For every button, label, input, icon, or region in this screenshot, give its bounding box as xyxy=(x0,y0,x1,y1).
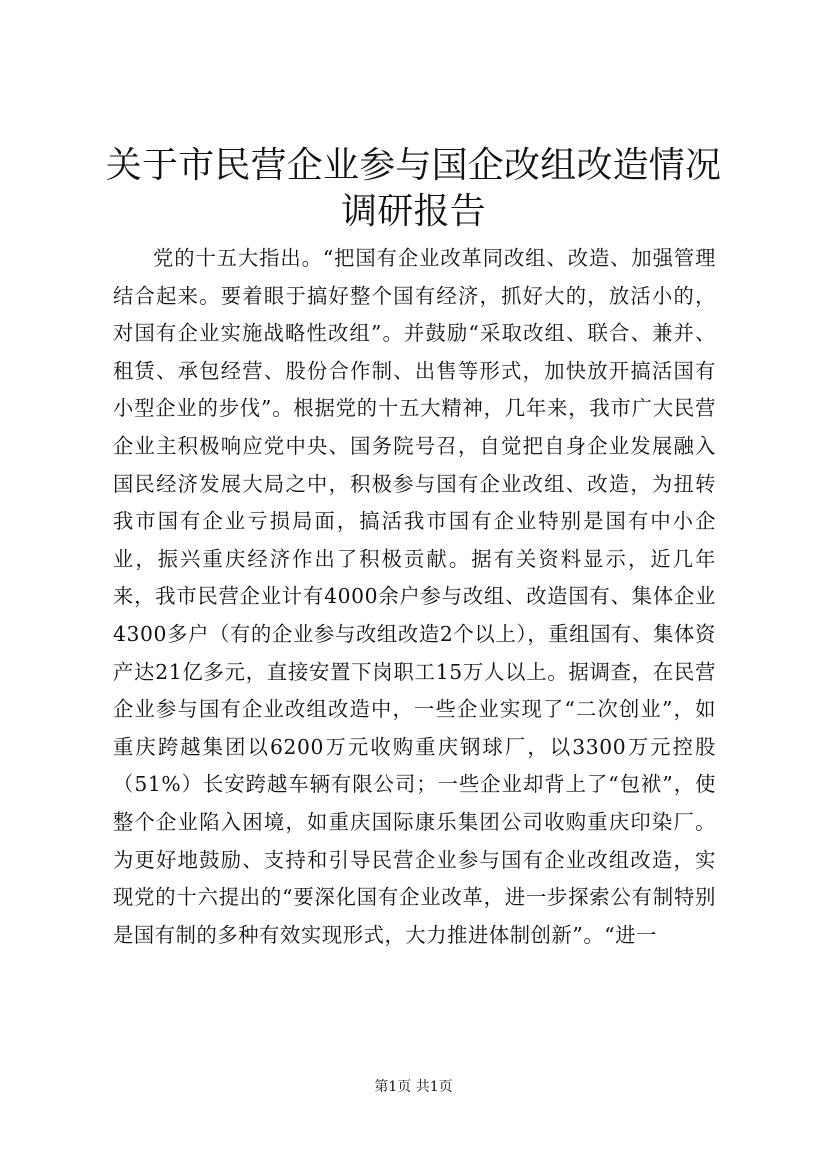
page-footer: 第1页 共1页 xyxy=(374,1079,453,1095)
document-title: 关于市民营企业参与国企改组改造情况调研报告 xyxy=(105,145,722,232)
body-paragraph: 党的十五大指出。“把国有企业改革同改组、改造、加强管理结合起来。要着眼于搞好整个国有经济，抓好大的，放活小的，对国有企业实施战略性改组”。并鼓励“采取改组、联合、兼并、租赁、承包经营、股份合作制、出售等形式，加快放开搞活国有小型企业的步伐”。根据党的十五大精神，几年来，我市广大民营企业主积极响应党中央、国务院号召，自觉把自身企业发展融入国民经济发展大局之中，积极参与国有企业改组、改造，为扭转我市国有企业亏损局面，搞活我市国有企业特别是国有中小企业，振兴重庆经济作出了积极贡献。据有关资料显示，近几年来，我市民营企业计有4000余户参与改组、改造国有、集体企业4300多户（有的企业参与改组改造2个以上），重组国有、集体资产达21亿多元，直接安置下岗职工15万人以上。据调查，在民营企业参与国有企业改组改造中，一些企业实现了“二次创业”，如重庆跨越集团以6200万元收购重庆钢球厂，以3300万元控股（51%）长安跨越车辆有限公司；一些企业却背上了“包袱”，使整个企业陷入困境，如重庆国际康乐集团公司收购重庆印染厂。为更好地鼓励、支持和引导民营企业参与国有企业改组改造，实现党的十六提出的“要深化国有企业改革，进一步探索公有制特别是国有制的多种有效实现形式，大力推进体制创新”。“进一 xyxy=(113,246,716,947)
